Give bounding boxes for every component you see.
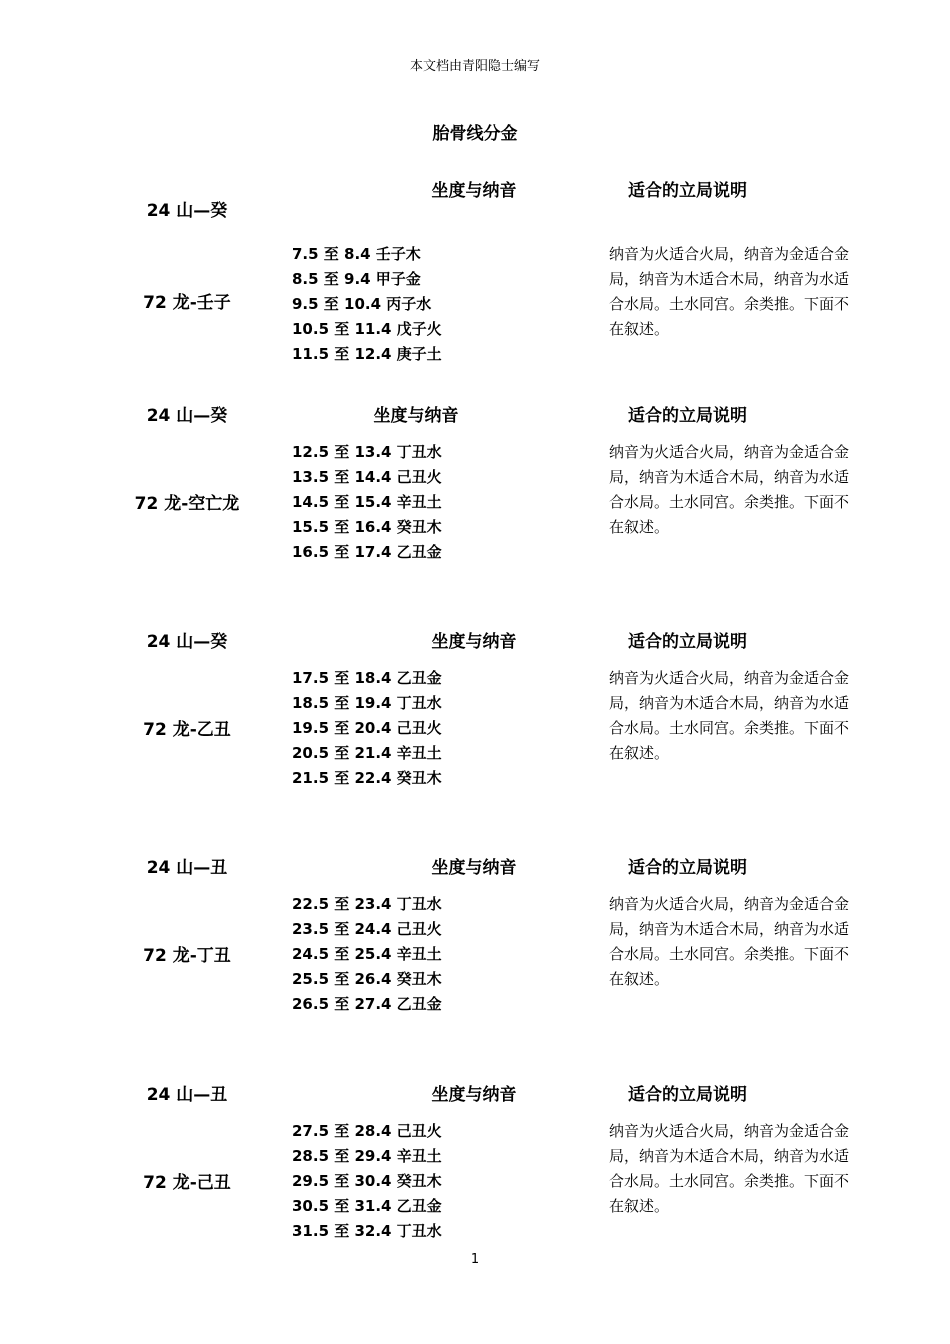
description-header: 适合的立局说明 (628, 1085, 747, 1105)
section-2 (0, 401, 950, 627)
entry: 24.5 至 25.4 辛丑土 (292, 945, 442, 963)
description-text: 纳音为火适合火局，纳音为金适合金局，纳音为木适合木局，纳音为水适合水局。土水同宫。余类推。下面不在叙述。 (609, 669, 850, 762)
entry: 11.5 至 12.4 庚子土 (292, 345, 442, 363)
mountain-label: 24 山—癸 (146, 406, 228, 426)
degree-header: 坐度与纳音 (373, 406, 459, 426)
entry: 27.5 至 28.4 己丑火 (292, 1122, 442, 1140)
description-header: 适合的立局说明 (628, 632, 747, 652)
entry: 29.5 至 30.4 癸丑木 (292, 1172, 442, 1190)
entry: 7.5 至 8.4 壬子木 (292, 245, 421, 263)
degree-header: 坐度与纳音 (431, 181, 517, 201)
description-text: 纳音为火适合火局，纳音为金适合金局，纳音为木适合木局，纳音为水适合水局。土水同宫。余类推。下面不在叙述。 (609, 895, 850, 988)
entry: 10.5 至 11.4 戊子火 (292, 320, 442, 338)
description-text: 纳音为火适合火局，纳音为金适合金局，纳音为木适合木局，纳音为水适合水局。土水同宫。余类推。下面不在叙述。 (609, 1122, 850, 1215)
section-5 (0, 1080, 950, 1306)
entry: 12.5 至 13.4 丁丑水 (292, 443, 442, 461)
entry-list (292, 666, 442, 791)
entry: 25.5 至 26.4 癸丑木 (292, 970, 442, 988)
dragon-label: 72 龙-丁丑 (143, 946, 231, 966)
mountain-label: 24 山—癸 (146, 201, 228, 221)
page-header: 本文档由青阳隐士编写 (409, 59, 540, 74)
description-text: 纳音为火适合火局，纳音为金适合金局，纳音为木适合木局，纳音为水适合水局。土水同宫。余类推。下面不在叙述。 (609, 443, 850, 536)
degree-header: 坐度与纳音 (431, 632, 517, 652)
entry: 26.5 至 27.4 乙丑金 (292, 995, 442, 1013)
section-4 (0, 853, 950, 1079)
entry-list (292, 892, 442, 1017)
dragon-label: 72 龙-己丑 (143, 1173, 231, 1193)
entry: 15.5 至 16.4 癸丑木 (292, 518, 442, 536)
entry: 9.5 至 10.4 丙子水 (292, 295, 432, 313)
dragon-label: 72 龙-壬子 (143, 293, 231, 313)
description-header: 适合的立局说明 (628, 181, 747, 201)
section-3 (0, 627, 950, 853)
degree-header: 坐度与纳音 (431, 858, 517, 878)
entry: 30.5 至 31.4 乙丑金 (292, 1197, 442, 1215)
entry: 18.5 至 19.4 丁丑水 (292, 694, 442, 712)
entry-list (292, 440, 442, 565)
entry: 19.5 至 20.4 己丑火 (292, 719, 442, 737)
mountain-label: 24 山—癸 (146, 632, 228, 652)
entry-list (292, 242, 442, 367)
mountain-label: 24 山—丑 (146, 858, 228, 878)
entry: 28.5 至 29.4 辛丑土 (292, 1147, 442, 1165)
entry: 14.5 至 15.4 辛丑土 (292, 493, 442, 511)
dragon-label: 72 龙-空亡龙 (134, 494, 240, 514)
entry: 22.5 至 23.4 丁丑水 (292, 895, 442, 913)
entry: 17.5 至 18.4 乙丑金 (292, 669, 442, 687)
mountain-label: 24 山—丑 (146, 1085, 228, 1105)
entry: 8.5 至 9.4 甲子金 (292, 270, 421, 288)
dragon-label: 72 龙-乙丑 (143, 720, 231, 740)
entry: 31.5 至 32.4 丁丑水 (292, 1222, 442, 1240)
description-header: 适合的立局说明 (628, 406, 747, 426)
section-1 (0, 181, 950, 412)
page-number: 1 (470, 1252, 480, 1267)
entry-list (292, 1119, 442, 1244)
entry: 13.5 至 14.4 己丑火 (292, 468, 442, 486)
entry: 21.5 至 22.4 癸丑木 (292, 769, 442, 787)
document-title: 胎骨线分金 (432, 124, 518, 144)
description-text: 纳音为火适合火局，纳音为金适合金局，纳音为木适合木局，纳音为水适合水局。土水同宫。余类推。下面不在叙述。 (609, 245, 850, 338)
description-header: 适合的立局说明 (628, 858, 747, 878)
entry: 20.5 至 21.4 辛丑土 (292, 744, 442, 762)
entry: 16.5 至 17.4 乙丑金 (292, 543, 442, 561)
degree-header: 坐度与纳音 (431, 1085, 517, 1105)
entry: 23.5 至 24.4 己丑火 (292, 920, 442, 938)
